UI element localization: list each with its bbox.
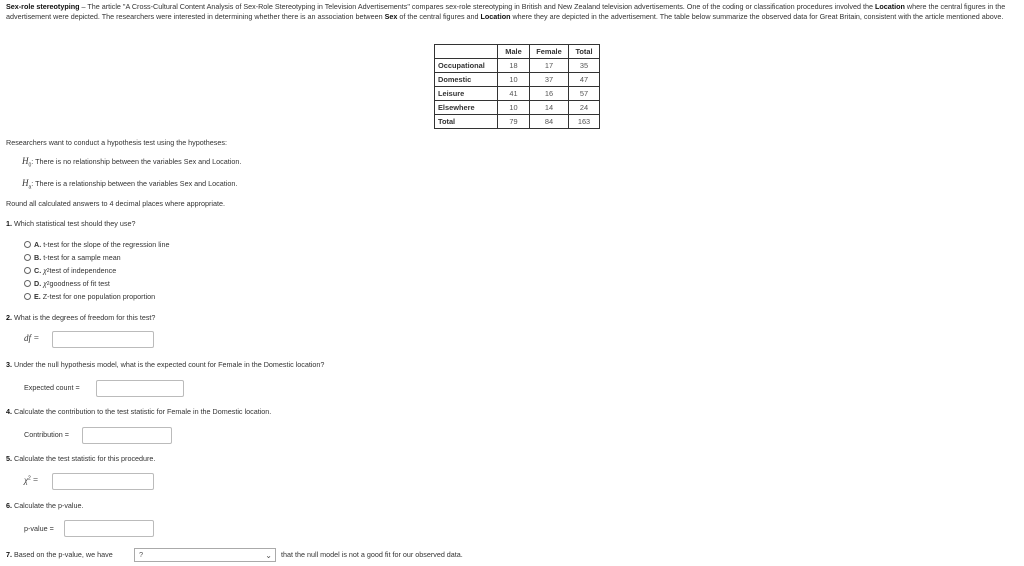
table-header-total: Total: [569, 45, 600, 59]
chi-square-label: [24, 475, 38, 485]
q1-option-a[interactable]: [24, 240, 169, 249]
question-6: [6, 501, 84, 510]
option-letter: C.: [34, 266, 42, 275]
q2-number: 2.: [6, 313, 12, 322]
q4-text: Calculate the contribution to the test statistic for Female in the Domestic location.: [12, 407, 272, 416]
option-text: goodness of fit test: [49, 279, 110, 288]
question-2: [6, 313, 155, 322]
row-label: Leisure: [435, 87, 498, 101]
table-header-male: Male: [498, 45, 530, 59]
p-value-label: p-value =: [24, 524, 54, 533]
cell-male: 10: [498, 73, 530, 87]
radio-button[interactable]: [24, 241, 31, 248]
cell-female: 17: [530, 59, 569, 73]
option-text: t-test for the slope of the regression line: [43, 240, 170, 249]
chi-symbol: χ: [24, 475, 28, 485]
p-value-input[interactable]: [64, 520, 154, 537]
option-letter: A.: [34, 240, 42, 249]
option-text: test of independence: [49, 266, 117, 275]
row-label: Occupational: [435, 59, 498, 73]
cell-female: 16: [530, 87, 569, 101]
alternative-hypothesis: [22, 178, 237, 190]
cell-total: 57: [569, 87, 600, 101]
h0-symbol: H: [22, 156, 29, 166]
radio-button[interactable]: [24, 267, 31, 274]
table-row: [435, 73, 600, 87]
radio-button[interactable]: [24, 254, 31, 261]
q3-number: 3.: [6, 360, 12, 369]
table-row: [435, 59, 600, 73]
cell-male: 41: [498, 87, 530, 101]
cell-female: 14: [530, 101, 569, 115]
h0-text: : There is no relationship between the variables Sex and Location.: [31, 157, 242, 166]
question-1: [6, 219, 135, 228]
table-row: [435, 87, 600, 101]
cell-total: 24: [569, 101, 600, 115]
dropdown-selected-value: ?: [139, 550, 144, 559]
problem-intro: [6, 2, 1020, 23]
option-letter: B.: [34, 253, 42, 262]
ha-symbol: H: [22, 178, 29, 188]
expected-count-label: Expected count =: [24, 383, 80, 392]
option-letter: D.: [34, 279, 42, 288]
table-header-female: Female: [530, 45, 569, 59]
intro-part4: where they are depicted in the advertisement. The table below summarize the observed data for Great Britain, consistent with the article mentioned above.: [510, 12, 1004, 22]
rounding-instruction: Round all calculated answers to 4 decimal places where appropriate.: [6, 199, 225, 208]
chi-superscript: 2: [46, 267, 50, 274]
df-label: df =: [24, 333, 40, 343]
evidence-dropdown[interactable]: [134, 548, 276, 562]
cell-total: 47: [569, 73, 600, 87]
cell-male: 79: [498, 115, 530, 129]
table-header-row: [435, 45, 600, 59]
q2-text: What is the degrees of freedom for this test?: [12, 313, 156, 322]
intro-title: Sex-role stereotyping: [6, 2, 80, 11]
question-4: [6, 407, 271, 416]
q1-option-c[interactable]: [24, 266, 116, 275]
cell-male: 18: [498, 59, 530, 73]
q7-after-text: that the null model is not a good fit for our observed data.: [281, 550, 463, 559]
question-3: [6, 360, 324, 369]
cell-female: 84: [530, 115, 569, 129]
intro-part2: where the central figures in the advertisement were depicted. The researchers were interested in determining whether there is an association between: [6, 2, 1006, 22]
chevron-down-icon: ⌄: [265, 551, 272, 560]
cell-male: 10: [498, 101, 530, 115]
q1-option-b[interactable]: [24, 253, 121, 262]
chi-symbol: χ: [43, 266, 47, 275]
q1-number: 1.: [6, 219, 12, 228]
question-5: [6, 454, 155, 463]
contribution-input[interactable]: [82, 427, 172, 444]
q5-text: Calculate the test statistic for this procedure.: [12, 454, 156, 463]
q6-number: 6.: [6, 501, 12, 510]
table-row: [435, 101, 600, 115]
question-7: [6, 550, 113, 559]
option-letter: E.: [34, 292, 41, 301]
table-row: [435, 115, 600, 129]
q3-text: Under the null hypothesis model, what is the expected count for Female in the Domestic location?: [12, 360, 325, 369]
cell-female: 37: [530, 73, 569, 87]
row-label: Elsewhere: [435, 101, 498, 115]
cell-total: 35: [569, 59, 600, 73]
chi-superscript: 2: [46, 280, 50, 287]
row-label: Total: [435, 115, 498, 129]
equals-sign: =: [30, 475, 39, 485]
intro-part3: of the central figures and: [397, 12, 481, 22]
radio-button[interactable]: [24, 293, 31, 300]
hypotheses-lead: Researchers want to conduct a hypothesis test using the hypotheses:: [6, 138, 227, 147]
test-statistic-input[interactable]: [52, 473, 154, 490]
option-text: Z-test for one population proportion: [42, 292, 156, 301]
expected-count-input[interactable]: [96, 380, 184, 397]
df-input[interactable]: [52, 331, 154, 348]
observed-data-table: [434, 44, 600, 129]
q1-option-e[interactable]: [24, 292, 155, 301]
q7-number: 7.: [6, 550, 12, 559]
intro-sex-term: Sex: [384, 12, 398, 22]
q6-text: Calculate the p-value.: [12, 501, 84, 510]
radio-button[interactable]: [24, 280, 31, 287]
table-header-blank: [435, 45, 498, 59]
cell-total: 163: [569, 115, 600, 129]
chi-superscript: 2: [27, 475, 31, 482]
intro-location-term-2: Location: [480, 12, 511, 22]
q7-text: Based on the p-value, we have: [12, 550, 113, 559]
ha-subscript: a: [28, 184, 32, 191]
null-hypothesis: [22, 156, 241, 168]
option-text: t-test for a sample mean: [43, 253, 121, 262]
intro-part1: The article "A Cross-Cultural Content Analysis of Sex-Role Stereotyping in Television Advertisements" compares sex-role stereotyping in British and New Zealand television advertisements. One of the coding or classification procedures involved the: [87, 2, 875, 11]
q4-number: 4.: [6, 407, 12, 416]
q1-option-d[interactable]: [24, 279, 110, 288]
q1-text: Which statistical test should they use?: [12, 219, 136, 228]
intro-dash: –: [79, 2, 88, 11]
row-label: Domestic: [435, 73, 498, 87]
q5-number: 5.: [6, 454, 12, 463]
contribution-label: Contribution =: [24, 430, 69, 439]
chi-symbol: χ: [43, 279, 47, 288]
intro-location-term: Location: [874, 2, 905, 11]
h0-subscript: 0: [28, 162, 32, 169]
ha-text: : There is a relationship between the variables Sex and Location.: [31, 179, 238, 188]
